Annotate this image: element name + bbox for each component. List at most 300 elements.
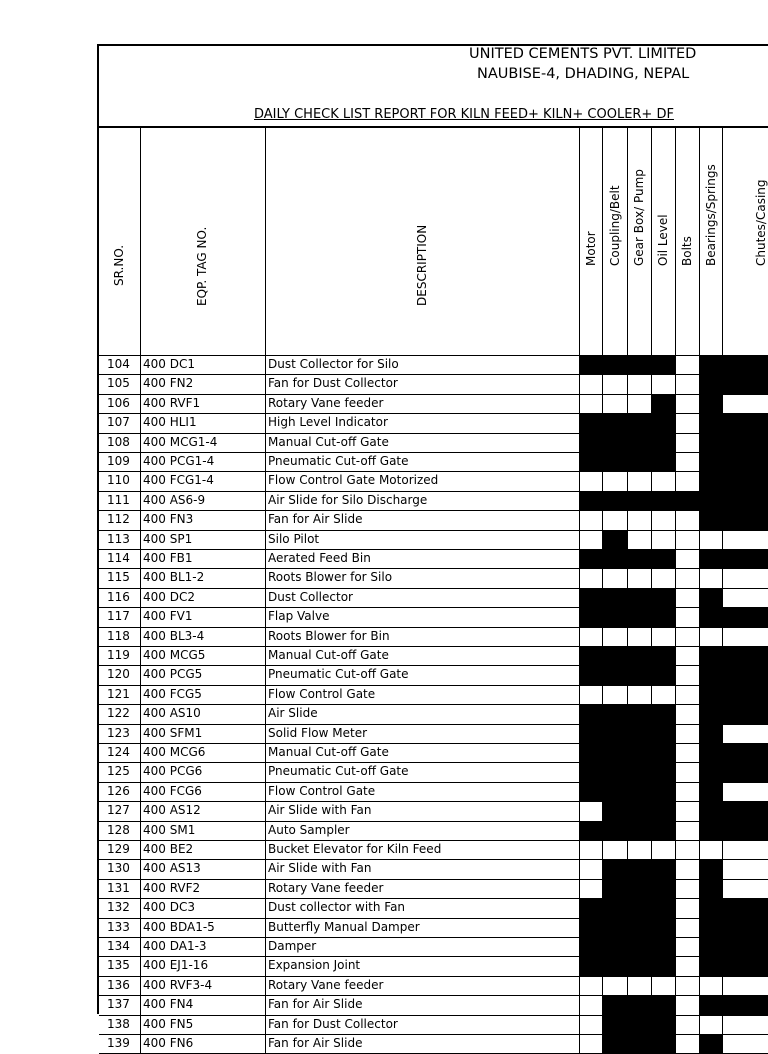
row-sr-no: 136 [107, 977, 130, 992]
shaded-cell [602, 665, 627, 685]
row-sr-no: 118 [107, 628, 130, 643]
shaded-cell [699, 413, 722, 433]
row-rule [99, 510, 768, 511]
shaded-cell [699, 374, 722, 394]
shaded-cell [699, 995, 722, 1015]
row-sr-no: 115 [107, 570, 130, 585]
shaded-cell [627, 995, 651, 1015]
row-sr-no: 109 [107, 454, 130, 468]
row-description: Dust Collector for Silo [268, 357, 399, 371]
shaded-cell [651, 859, 675, 879]
shaded-cell [699, 743, 722, 763]
row-rule [99, 821, 768, 822]
shaded-cell [627, 588, 651, 608]
shaded-cell [651, 646, 675, 666]
row-description: Air Slide with Fan [268, 861, 372, 876]
shaded-cell [722, 821, 768, 841]
shaded-cell [699, 859, 722, 879]
row-description: Air Slide [268, 706, 318, 721]
row-tag: 400 PCG6 [143, 764, 203, 779]
row-tag: 400 HLI1 [143, 415, 197, 430]
row-description: High Level Indicator [268, 415, 388, 430]
row-tag: 400 MCG5 [143, 648, 206, 662]
shaded-cell [602, 801, 627, 821]
row-description: Auto Sampler [268, 822, 350, 837]
shaded-cell [699, 355, 722, 375]
row-description: Flap Valve [268, 609, 330, 624]
shaded-cell [699, 898, 722, 918]
row-tag: 400 BE2 [143, 842, 194, 856]
row-description: Roots Blower for Bin [268, 628, 390, 643]
shaded-cell [651, 452, 675, 472]
shaded-cell [627, 491, 651, 511]
shaded-cell [699, 433, 722, 453]
shaded-cell [722, 937, 768, 957]
row-tag: 400 EJ1-16 [143, 958, 209, 973]
shaded-cell [627, 879, 651, 899]
row-sr-no: 107 [107, 415, 130, 430]
shaded-cell [602, 821, 627, 841]
column-rule [675, 126, 676, 1053]
shaded-cell [651, 918, 675, 938]
row-description: Manual Cut-off Gate [268, 648, 389, 662]
row-sr-no: 133 [107, 919, 130, 934]
col-header-check: Chutes/Casing [753, 179, 768, 266]
shaded-cell [722, 413, 768, 433]
shaded-cell [699, 704, 722, 724]
row-tag: 400 DA1-3 [143, 939, 207, 953]
shaded-cell [722, 491, 768, 511]
row-tag: 400 MCG1-4 [143, 434, 218, 449]
row-tag: 400 BL3-4 [143, 628, 205, 643]
shaded-cell [627, 1015, 651, 1035]
row-description: Pneumatic Cut-off Gate [268, 764, 409, 779]
shaded-cell [627, 762, 651, 782]
row-sr-no: 131 [107, 880, 130, 895]
row-sr-no: 110 [107, 473, 130, 488]
shaded-cell [602, 413, 627, 433]
shaded-cell [602, 704, 627, 724]
shaded-cell [602, 549, 627, 569]
shaded-cell [699, 956, 722, 976]
col-header-check: Oil Level [656, 214, 670, 266]
row-sr-no: 117 [107, 609, 130, 624]
row-tag: 400 RVF1 [143, 395, 201, 410]
shaded-cell [699, 588, 722, 608]
column-rule [579, 126, 580, 1053]
shaded-cell [699, 918, 722, 938]
shaded-cell [602, 1034, 627, 1054]
row-tag: 400 FN4 [143, 997, 194, 1012]
row-sr-no: 128 [107, 822, 130, 837]
row-rule [99, 1015, 768, 1016]
column-rule [651, 126, 652, 1053]
shaded-cell [579, 646, 602, 666]
shaded-cell [651, 433, 675, 453]
row-sr-no: 122 [107, 706, 130, 721]
column-rule [722, 126, 723, 1053]
row-tag: 400 DC3 [143, 900, 195, 915]
row-sr-no: 138 [107, 1016, 130, 1031]
row-sr-no: 124 [107, 745, 130, 759]
row-tag: 400 FCG1-4 [143, 473, 214, 488]
shaded-cell [651, 549, 675, 569]
shaded-cell [722, 549, 768, 569]
row-rule [99, 607, 768, 608]
shaded-cell [722, 801, 768, 821]
row-tag: 400 BL1-2 [143, 570, 205, 585]
shaded-cell [651, 724, 675, 744]
shaded-cell [602, 956, 627, 976]
shaded-cell [602, 491, 627, 511]
row-description: Solid Flow Meter [268, 725, 368, 740]
row-sr-no: 130 [107, 861, 130, 876]
row-rule [99, 530, 768, 531]
row-sr-no: 135 [107, 958, 130, 973]
row-description: Flow Control Gate Motorized [268, 473, 439, 488]
shaded-cell [699, 665, 722, 685]
row-rule [99, 549, 768, 550]
shaded-cell [651, 821, 675, 841]
shaded-cell [602, 782, 627, 802]
row-sr-no: 125 [107, 764, 130, 779]
row-description: Damper [268, 939, 317, 953]
row-sr-no: 120 [107, 667, 130, 682]
shaded-cell [627, 724, 651, 744]
column-rule [602, 126, 603, 1053]
shaded-cell [699, 762, 722, 782]
shaded-cell [651, 995, 675, 1015]
shaded-cell [627, 956, 651, 976]
shaded-cell [579, 956, 602, 976]
shaded-cell [722, 918, 768, 938]
column-rule [627, 126, 628, 1053]
row-tag: 400 FN6 [143, 1036, 194, 1050]
shaded-cell [699, 394, 722, 414]
shaded-cell [602, 355, 627, 375]
row-sr-no: 106 [107, 395, 130, 410]
shaded-cell [579, 665, 602, 685]
shaded-cell [579, 821, 602, 841]
shaded-cell [651, 743, 675, 763]
shaded-cell [579, 762, 602, 782]
row-sr-no: 127 [107, 803, 130, 818]
shaded-cell [675, 491, 699, 511]
row-tag: 400 AS10 [143, 706, 201, 721]
row-tag: 400 FB1 [143, 551, 193, 565]
shaded-cell [699, 685, 722, 705]
shaded-cell [722, 898, 768, 918]
column-rule [699, 126, 700, 1053]
row-sr-no: 129 [107, 842, 130, 856]
shaded-cell [651, 879, 675, 899]
row-tag: 400 FV1 [143, 609, 193, 624]
row-description: Rotary Vane feeder [268, 395, 384, 410]
shaded-cell [579, 937, 602, 957]
row-sr-no: 114 [107, 551, 130, 565]
shaded-cell [579, 743, 602, 763]
shaded-cell [699, 646, 722, 666]
shaded-cell [722, 743, 768, 763]
row-tag: 400 DC2 [143, 589, 195, 604]
row-rule [99, 413, 768, 414]
shaded-cell [722, 704, 768, 724]
shaded-cell [602, 762, 627, 782]
shaded-cell [627, 665, 651, 685]
shaded-cell [627, 859, 651, 879]
shaded-cell [699, 549, 722, 569]
shaded-cell [699, 491, 722, 511]
shaded-cell [722, 471, 768, 491]
row-description: Expansion Joint [268, 958, 361, 973]
row-rule [99, 898, 768, 899]
shaded-cell [651, 491, 675, 511]
shaded-cell [579, 491, 602, 511]
shaded-cell [602, 859, 627, 879]
shaded-cell [602, 743, 627, 763]
row-sr-no: 116 [107, 589, 130, 604]
row-description: Pneumatic Cut-off Gate [268, 667, 409, 682]
shaded-cell [699, 937, 722, 957]
shaded-cell [627, 646, 651, 666]
row-tag: 400 SP1 [143, 531, 193, 546]
row-sr-no: 104 [107, 357, 130, 371]
shaded-cell [602, 607, 627, 627]
shaded-cell [651, 665, 675, 685]
col-header-tag: EQP. TAG NO. [195, 226, 209, 306]
row-tag: 400 MCG6 [143, 745, 206, 759]
shaded-cell [699, 607, 722, 627]
checklist-table [99, 126, 768, 1053]
row-tag: 400 PCG5 [143, 667, 203, 682]
table-top-rule [99, 126, 768, 128]
row-rule [99, 1034, 768, 1035]
shaded-cell [722, 452, 768, 472]
row-tag: 400 FN2 [143, 376, 194, 391]
shaded-cell [627, 801, 651, 821]
row-rule [99, 995, 768, 996]
col-header-check: Bolts [680, 236, 694, 266]
shaded-cell [579, 704, 602, 724]
shaded-cell [579, 355, 602, 375]
row-description: Roots Blower for Silo [268, 570, 393, 585]
row-description: Rotary Vane feeder [268, 880, 384, 895]
row-description: Silo Pilot [268, 531, 320, 546]
row-tag: 400 AS6-9 [143, 492, 206, 507]
shaded-cell [651, 801, 675, 821]
shaded-cell [579, 782, 602, 802]
shaded-cell [627, 355, 651, 375]
row-rule [99, 374, 768, 375]
shaded-cell [579, 452, 602, 472]
row-sr-no: 137 [107, 997, 130, 1012]
report-title: DAILY CHECK LIST REPORT FOR KILN FEED+ KILN+ COOLER+ DF [254, 107, 674, 122]
row-tag: 400 BDA1-5 [143, 919, 215, 934]
shaded-cell [651, 394, 675, 414]
row-description: Flow Control Gate [268, 783, 376, 798]
row-sr-no: 134 [107, 939, 130, 953]
shaded-cell [699, 452, 722, 472]
row-description: Fan for Dust Collector [268, 1016, 398, 1031]
shaded-cell [651, 413, 675, 433]
shaded-cell [602, 995, 627, 1015]
shaded-cell [602, 588, 627, 608]
shaded-cell [699, 1034, 722, 1054]
row-tag: 400 PCG1-4 [143, 454, 215, 468]
row-tag: 400 AS12 [143, 803, 201, 818]
shaded-cell [602, 452, 627, 472]
row-sr-no: 112 [107, 512, 130, 527]
shaded-cell [627, 918, 651, 938]
row-description: Bucket Elevator for Kiln Feed [268, 842, 442, 856]
shaded-cell [602, 646, 627, 666]
shaded-cell [579, 607, 602, 627]
row-description: Fan for Air Slide [268, 997, 363, 1012]
shaded-cell [722, 374, 768, 394]
row-sr-no: 111 [107, 492, 130, 507]
shaded-cell [579, 898, 602, 918]
row-tag: 400 RVF2 [143, 880, 201, 895]
row-tag: 400 FN5 [143, 1016, 194, 1031]
shaded-cell [651, 762, 675, 782]
row-description: Rotary Vane feeder [268, 977, 384, 992]
shaded-cell [602, 937, 627, 957]
shaded-cell [579, 433, 602, 453]
shaded-cell [651, 355, 675, 375]
row-description: Aerated Feed Bin [268, 551, 371, 565]
shaded-cell [699, 782, 722, 802]
shaded-cell [579, 918, 602, 938]
shaded-cell [651, 782, 675, 802]
row-tag: 400 SFM1 [143, 725, 203, 740]
row-tag: 400 FCG5 [143, 686, 202, 701]
row-description: Air Slide for Silo Discharge [268, 492, 428, 507]
row-sr-no: 113 [107, 531, 130, 546]
col-header-check: Gear Box/ Pump [632, 169, 646, 266]
shaded-cell [602, 918, 627, 938]
shaded-cell [722, 510, 768, 530]
row-sr-no: 105 [107, 376, 130, 391]
shaded-cell [651, 937, 675, 957]
shaded-cell [627, 607, 651, 627]
company-name: UNITED CEMENTS PVT. LIMITED [469, 46, 697, 62]
shaded-cell [627, 413, 651, 433]
shaded-cell [651, 898, 675, 918]
shaded-cell [699, 724, 722, 744]
row-tag: 400 RVF3-4 [143, 977, 213, 992]
row-description: Dust Collector [268, 589, 353, 604]
shaded-cell [699, 821, 722, 841]
shaded-cell [722, 956, 768, 976]
shaded-cell [699, 879, 722, 899]
col-header-check: Bearings/Springs [703, 164, 718, 266]
row-tag: 400 AS13 [143, 861, 201, 876]
row-tag: 400 FN3 [143, 512, 194, 527]
shaded-cell [651, 704, 675, 724]
col-header-sr-no: SR.NO. [112, 244, 126, 286]
row-description: Dust collector with Fan [268, 900, 406, 915]
shaded-cell [602, 1015, 627, 1035]
shaded-cell [579, 588, 602, 608]
row-sr-no: 108 [107, 434, 130, 449]
shaded-cell [627, 937, 651, 957]
row-tag: 400 DC1 [143, 357, 195, 371]
row-description: Air Slide with Fan [268, 803, 372, 818]
row-description: Butterfly Manual Damper [268, 919, 420, 934]
shaded-cell [722, 646, 768, 666]
row-description: Manual Cut-off Gate [268, 745, 389, 759]
row-description: Pneumatic Cut-off Gate [268, 454, 409, 468]
shaded-cell [579, 724, 602, 744]
shaded-cell [627, 821, 651, 841]
shaded-cell [651, 1034, 675, 1054]
row-description: Fan for Dust Collector [268, 376, 398, 391]
row-sr-no: 119 [107, 648, 130, 662]
row-tag: 400 FCG6 [143, 783, 202, 798]
checklist-sheet [97, 44, 768, 1050]
shaded-cell [699, 801, 722, 821]
shaded-cell [627, 433, 651, 453]
shaded-cell [602, 898, 627, 918]
row-tag: 400 SM1 [143, 822, 196, 837]
column-rule [265, 126, 266, 1053]
row-rule [99, 588, 768, 589]
row-description: Fan for Air Slide [268, 1036, 363, 1050]
shaded-cell [602, 879, 627, 899]
shaded-cell [602, 433, 627, 453]
shaded-cell [602, 530, 627, 550]
shaded-cell [627, 782, 651, 802]
shaded-cell [699, 471, 722, 491]
shaded-cell [699, 510, 722, 530]
shaded-cell [627, 898, 651, 918]
shaded-cell [579, 549, 602, 569]
shaded-cell [651, 956, 675, 976]
shaded-cell [627, 452, 651, 472]
column-rule [140, 126, 141, 1053]
row-sr-no: 123 [107, 725, 130, 740]
shaded-cell [627, 704, 651, 724]
shaded-cell [627, 549, 651, 569]
shaded-cell [722, 607, 768, 627]
shaded-cell [722, 433, 768, 453]
shaded-cell [627, 1034, 651, 1054]
shaded-cell [651, 588, 675, 608]
shaded-cell [602, 724, 627, 744]
row-sr-no: 139 [107, 1036, 130, 1050]
col-header-check: Motor [583, 231, 598, 266]
header-bottom-rule [99, 355, 768, 356]
row-sr-no: 132 [107, 900, 130, 915]
row-sr-no: 126 [107, 783, 130, 798]
shaded-cell [722, 355, 768, 375]
shaded-cell [627, 743, 651, 763]
col-header-check: Coupling/Belt [607, 185, 622, 266]
shaded-cell [722, 665, 768, 685]
shaded-cell [722, 995, 768, 1015]
shaded-cell [651, 1015, 675, 1035]
row-description: Flow Control Gate [268, 686, 376, 701]
company-address: NAUBISE-4, DHADING, NEPAL [477, 66, 690, 82]
shaded-cell [722, 762, 768, 782]
shaded-cell [651, 607, 675, 627]
col-header-description: DESCRIPTION [415, 224, 429, 306]
row-description: Manual Cut-off Gate [268, 434, 389, 449]
row-sr-no: 121 [107, 686, 130, 701]
row-description: Fan for Air Slide [268, 512, 363, 527]
shaded-cell [722, 685, 768, 705]
shaded-cell [579, 413, 602, 433]
